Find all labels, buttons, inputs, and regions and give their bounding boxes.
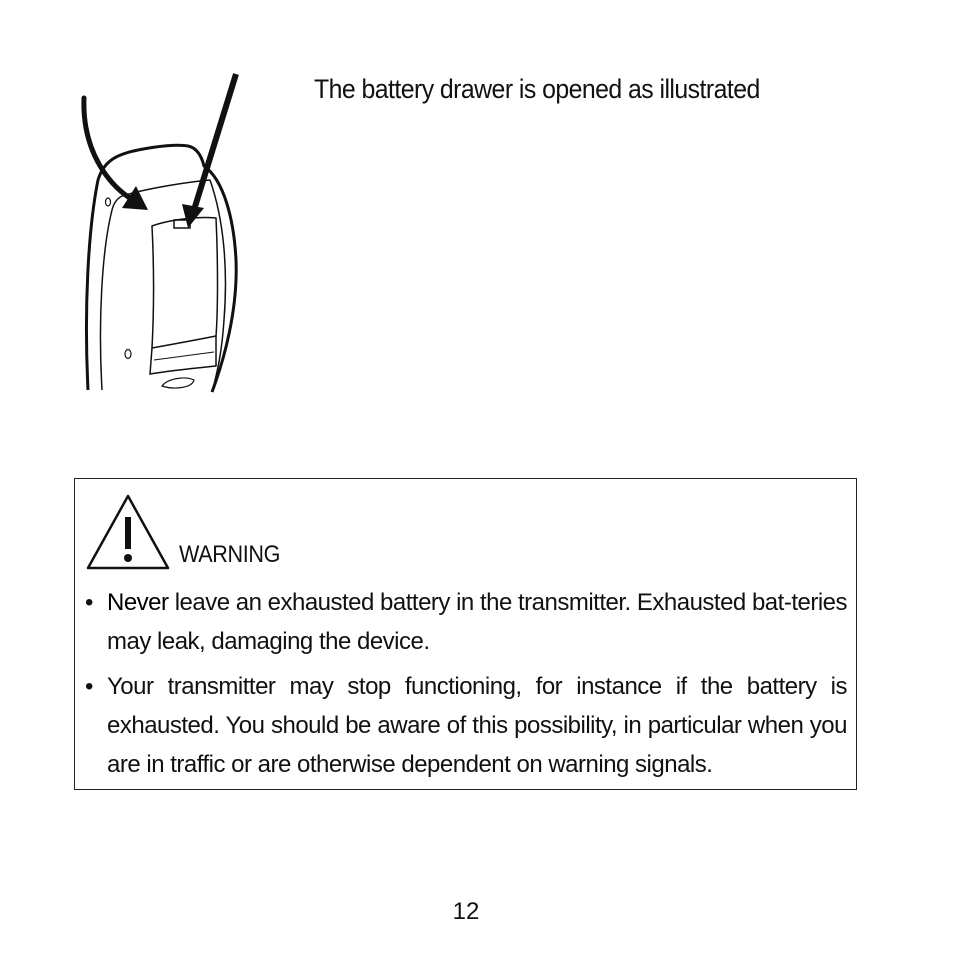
transmitter-battery-drawer-illustration	[78, 70, 248, 396]
bullet-body: Your transmitter may stop functioning, for instance if the battery is exhausted. You should be aware of this possibility, in particular when you are in traffic or are otherwise dependent on warning signals.	[107, 673, 847, 778]
emphasis-word: Never	[107, 589, 169, 616]
illustration-caption: The battery drawer is opened as illustrated	[314, 74, 760, 104]
transmitter-illustration-svg	[78, 70, 248, 396]
warning-box	[74, 478, 857, 790]
list-item	[85, 667, 847, 784]
bullet-symbol: •	[85, 589, 93, 616]
bullet-text	[107, 667, 847, 784]
bullet-symbol: •	[85, 673, 93, 700]
bullet-text	[107, 583, 847, 661]
warning-title: WARNING	[179, 541, 281, 568]
list-item	[85, 583, 847, 661]
bullet-body: leave an exhausted battery in the transmitter. Exhausted bat-teries may leak, damaging the device.	[107, 589, 847, 655]
warning-triangle-icon	[85, 493, 171, 571]
warning-list	[85, 583, 847, 790]
page-number: 12	[452, 898, 480, 925]
